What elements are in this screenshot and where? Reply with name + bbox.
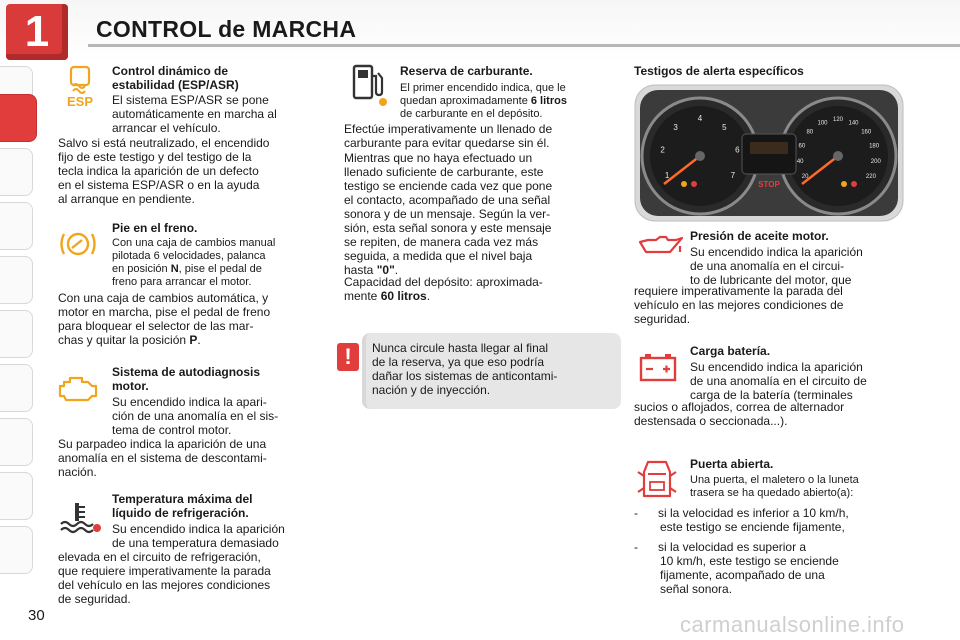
title-line: Sistema de autodiagnosis [112, 365, 261, 379]
text-line: de seguridad. [58, 592, 131, 606]
engine-icon [58, 370, 100, 406]
text-line: de carburante en el depósito. [400, 108, 543, 120]
text-line: requiere imperativamente la parada del [634, 284, 843, 298]
text-line: señal sonora. [660, 582, 733, 596]
chapter-tab-9[interactable] [0, 526, 33, 574]
text-line: si la velocidad es inferior a 10 km/h, [658, 506, 849, 520]
text-line: El primer encendido indica, que le [400, 82, 566, 94]
esp-title-line: estabilidad (ESP/ASR) [112, 78, 239, 92]
text-span: chas y quitar la posición [58, 333, 190, 347]
text-line: Con una caja de cambios automática, y [58, 291, 269, 305]
page-number: 30 [28, 607, 45, 624]
stop-light: STOP [758, 180, 780, 189]
text-line: de la reserva, ya que eso podría [372, 355, 545, 369]
chapter-tab-1-active[interactable] [0, 94, 37, 142]
text-span: hasta [344, 263, 377, 277]
warning-icon: ! [337, 343, 359, 371]
gauge-tick-label: 5 [722, 122, 727, 132]
chapter-tab-6[interactable] [0, 364, 33, 412]
diagnosis-text [112, 395, 326, 437]
chapter-number: 1 [24, 7, 50, 56]
chapter-tab-4[interactable] [0, 256, 33, 304]
gauge-tick-label: 220 [865, 174, 876, 180]
title-line: líquido de refrigeración. [112, 506, 249, 520]
text-line: sucios o aflojados, correa de alternador [634, 400, 845, 414]
gauge-tick-label: 2 [660, 145, 665, 155]
text-line: tema de control motor. [112, 423, 232, 437]
text-line: dañar los sistemas de anticontami- [372, 369, 558, 383]
gauge-tick-label: 80 [806, 129, 814, 136]
fuel-paragraph-1 [344, 122, 618, 150]
fuel-reserve-value: 6 litros [530, 95, 567, 107]
text-line: arrancar el vehículo. [112, 121, 221, 135]
battery-paragraph [634, 400, 904, 428]
brake-text [112, 237, 326, 289]
text-line: 10 km/h, este testigo se enciende [660, 554, 839, 568]
battery-title: Carga batería. [690, 344, 771, 358]
title-line: Temperatura máxima del [112, 492, 253, 506]
text-line: seguridad. [634, 312, 691, 326]
gauge-tick-label: 4 [697, 114, 703, 123]
coolant-temp-icon [58, 500, 102, 536]
text-line [58, 333, 326, 347]
fuel-pump-icon [348, 62, 390, 108]
text-line: el contacto, acompañado de una señal [344, 193, 551, 207]
diagnosis-paragraph [58, 437, 326, 479]
text-line: para bloquear el selector de las mar- [58, 319, 254, 333]
text-line: de una temperatura demasiado [112, 536, 279, 550]
text-line: que requiere imperativamente la parada [58, 564, 271, 578]
bullet-dash: - [634, 540, 638, 554]
text-line: Nunca circule hasta llegar al final [372, 341, 549, 355]
warning-text [372, 341, 612, 397]
text-line: destensada o seccionada...). [634, 414, 788, 428]
battery-text [690, 360, 904, 402]
gear-n: N [170, 263, 179, 275]
text-line [400, 95, 618, 108]
text-line: Su parpadeo indica la aparición de una [58, 437, 267, 451]
text-span: . [426, 289, 431, 303]
gauge-tick-label: 200 [870, 159, 881, 165]
text-line: Su encendido indica la aparición [690, 360, 863, 374]
diagnosis-title [112, 365, 326, 393]
list-item-text [658, 506, 849, 534]
gauge-tick-label: 7 [730, 171, 736, 180]
chapter-tab-7[interactable] [0, 418, 33, 466]
oil-title: Presión de aceite motor. [690, 229, 829, 243]
text-line: nación y de inyección. [372, 383, 491, 397]
text-span: , pise el pedal de [178, 263, 262, 275]
gauge-tick-label: 160 [861, 129, 872, 136]
text-line: fijamente, acompañado de una [660, 568, 825, 582]
text-line: seguida, a medida que el nivel baja [344, 249, 533, 263]
gauge-tick-label: 6 [735, 145, 740, 155]
tank-capacity: 60 litros [380, 289, 427, 303]
header-rule [88, 44, 960, 47]
text-line: llenado suficiente de carburante, este [344, 165, 544, 179]
text-line: Su encendido indica la aparición [690, 245, 863, 259]
text-line [112, 263, 326, 276]
chapter-tab-3[interactable] [0, 202, 33, 250]
gauge-tick-label: 1 [664, 171, 670, 180]
text-line: carga de la batería (terminales [690, 388, 853, 402]
temperature-paragraph [58, 550, 326, 606]
text-span: quedan aproximadamente [400, 95, 531, 107]
fuel-title: Reserva de carburante. [400, 64, 533, 78]
esp-title [112, 64, 326, 92]
text-line: nación. [58, 465, 97, 479]
battery-icon [638, 350, 678, 384]
text-line: Efectúe imperativamente un llenado de [344, 122, 553, 136]
text-line: si la velocidad es superior a [658, 540, 807, 554]
brake-paragraph [58, 291, 326, 347]
text-line: tecla indica la aparición de un defecto [58, 164, 259, 178]
text-line: fijo de este testigo y del testigo de la [58, 150, 252, 164]
text-line: motor en marcha, pise el pedal de freno [58, 305, 271, 319]
list-item [634, 506, 904, 534]
temperature-title [112, 492, 326, 520]
text-line: anomalía en el sistema de descontami- [58, 451, 267, 465]
text-line: en el sistema ESP/ASR o en la ayuda [58, 178, 260, 192]
text-line: al arranque en pendiente. [58, 192, 195, 206]
fuel-text [400, 82, 618, 121]
esp-icon [60, 64, 100, 108]
text-line: este testigo se enciende fijamente, [660, 520, 845, 534]
bullet-dash: - [634, 506, 638, 520]
text-line: pilotada 6 velocidades, palanca [112, 250, 266, 262]
text-line: vehículo en las mejores condiciones de [634, 298, 844, 312]
text-line [344, 289, 618, 303]
text-line: se repiten, de manera cada vez más [344, 235, 539, 249]
text-line: Con una caja de cambios manual [112, 237, 276, 249]
text-line: de una anomalía en el circuito de [690, 374, 867, 388]
gauge-tick-label: 140 [848, 120, 859, 127]
column-heading: Testigos de alerta específicos [634, 64, 804, 78]
text-line: sión, esta señal sonora y este mensaje [344, 221, 552, 235]
text-line: Salvo si está neutralizado, el encendido [58, 136, 270, 150]
door-title: Puerta abierta. [690, 457, 774, 471]
gauge-tick-label: 3 [673, 122, 678, 132]
gauge-tick-label: 40 [796, 159, 804, 165]
watermark: carmanualsonline.info [680, 612, 905, 637]
text-line: Su encendido indica la aparición [112, 522, 285, 536]
text-line: sonora y de un mensaje. Según la ver- [344, 207, 551, 221]
fuel-paragraph-2 [344, 151, 618, 277]
oil-paragraph [634, 284, 904, 326]
text-span: en posición [112, 263, 171, 275]
text-span: . [197, 333, 201, 347]
temperature-text [112, 522, 326, 550]
oil-can-icon [636, 230, 684, 260]
fuel-capacity [344, 275, 618, 303]
esp-text [112, 93, 326, 135]
text-line: del vehículo en las mejores condiciones [58, 578, 271, 592]
text-line: Su encendido indica la apari- [112, 395, 267, 409]
chapter-tabs [0, 62, 34, 582]
text-line: to de lubricante del motor, que [690, 273, 852, 287]
chapter-tab-5[interactable] [0, 310, 33, 358]
text-line: Mientras que no haya efectuado un [344, 151, 533, 165]
text-line: automáticamente en marcha al [112, 107, 277, 121]
gauge-tick-label: 20 [801, 174, 809, 180]
esp-paragraph [58, 136, 326, 206]
chapter-tab-8[interactable] [0, 472, 33, 520]
door-text [690, 474, 904, 500]
gauge-tick-label: 120 [832, 117, 844, 123]
text-line: testigo se enciende cada vez que pone [344, 179, 553, 193]
fuel-zero: "0" [376, 263, 395, 277]
gauge-tick-label: 100 [817, 120, 828, 127]
gear-p: P [189, 333, 198, 347]
text-line: El sistema ESP/ASR se pone [112, 93, 269, 107]
svg-text:ESP: ESP [66, 94, 94, 108]
chapter-tab-2[interactable] [0, 148, 33, 196]
text-span: . [394, 263, 399, 277]
text-span: mente [344, 289, 381, 303]
text-line: Capacidad del depósito: aproximada- [344, 275, 543, 289]
gauge-tick-label: 180 [869, 143, 880, 150]
text-line: ción de una anomalía en el sis- [112, 409, 279, 423]
list-item-text [658, 540, 839, 596]
text-line: de una anomalía en el circui- [690, 259, 845, 273]
open-door-icon [636, 458, 678, 502]
text-line: carburante para evitar quedarse sin él. [344, 136, 550, 150]
text-line: elevada en el circuito de refrigeración, [58, 550, 261, 564]
brake-title: Pie en el freno. [112, 221, 198, 235]
brake-foot-icon [58, 226, 98, 262]
instrument-cluster-image [634, 84, 904, 222]
oil-text [690, 245, 904, 287]
title-line: motor. [112, 379, 149, 393]
list-item [634, 540, 904, 596]
gauge-tick-label: 60 [798, 143, 806, 150]
text-line: Una puerta, el maletero o la luneta [690, 474, 859, 486]
esp-title-line: Control dinámico de [112, 64, 229, 78]
page-title: CONTROL de MARCHA [96, 16, 357, 42]
door-bullet-list [634, 506, 904, 596]
text-line: freno para arrancar el motor. [112, 276, 252, 288]
text-line: trasera se ha quedado abierto(a): [690, 487, 854, 499]
